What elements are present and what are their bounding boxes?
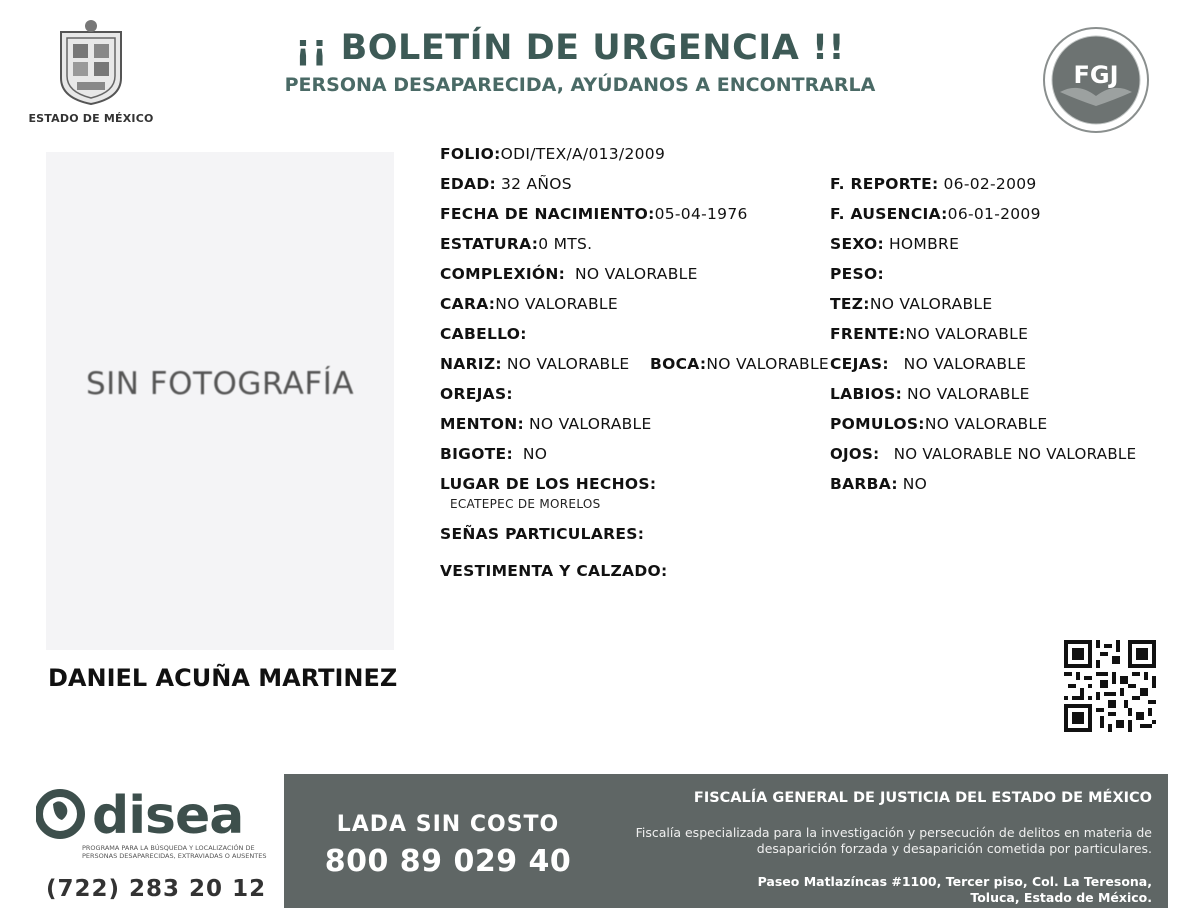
odisea-phone: (722) 283 20 12 bbox=[46, 876, 267, 902]
bigote-value: NO bbox=[522, 445, 548, 463]
no-photo-text: SIN FOTOGRAFÍA bbox=[85, 366, 355, 402]
address-line-2: Toluca, Estado de México. bbox=[970, 890, 1152, 905]
boca-label: BOCA: bbox=[650, 355, 707, 373]
fecha-nacimiento-value: 05-04-1976 bbox=[654, 205, 748, 223]
bulletin-subtitle: PERSONA DESAPARECIDA, AYÚDANOS A ENCONTRARLA bbox=[284, 74, 876, 96]
orejas-label: OREJAS: bbox=[440, 385, 513, 403]
f-reporte-label: F. REPORTE: bbox=[830, 175, 939, 193]
person-name: DANIEL ACUÑA MARTINEZ bbox=[48, 664, 398, 692]
odisea-map-pin-icon bbox=[36, 788, 92, 848]
peso-label: PESO: bbox=[830, 265, 884, 283]
field-edad bbox=[440, 175, 572, 193]
odisea-subtitle: PROGRAMA PARA LA BÚSQUEDA Y LOCALIZACIÓN DE PERSONAS DESAPARECIDAS, EXTRAVIADAS O AUSENTES bbox=[82, 844, 267, 860]
folio-value: ODI/TEX/A/013/2009 bbox=[500, 145, 666, 163]
field-folio bbox=[440, 145, 665, 163]
f-ausencia-label: F. AUSENCIA: bbox=[830, 205, 948, 223]
field-f-reporte bbox=[830, 175, 1037, 193]
field-tez bbox=[830, 295, 992, 313]
nariz-value: NO VALORABLE bbox=[506, 355, 630, 373]
sexo-label: SEXO: bbox=[830, 235, 885, 253]
fgj-seal-icon bbox=[1042, 26, 1150, 134]
field-boca bbox=[650, 355, 829, 373]
field-nariz bbox=[440, 355, 630, 373]
labios-label: LABIOS: bbox=[830, 385, 903, 403]
bigote-label: BIGOTE: bbox=[440, 445, 513, 463]
barba-label: BARBA: bbox=[830, 475, 898, 493]
lugar-label: LUGAR DE LOS HECHOS: bbox=[440, 475, 657, 493]
field-orejas bbox=[440, 385, 513, 403]
estatura-value: 0 MTS. bbox=[538, 235, 593, 253]
labios-value: NO VALORABLE bbox=[907, 385, 1030, 403]
field-lugar bbox=[440, 475, 656, 493]
field-senas bbox=[440, 525, 644, 543]
f-reporte-value: 06-02-2009 bbox=[943, 175, 1037, 193]
field-fecha-nacimiento bbox=[440, 205, 748, 223]
field-barba bbox=[830, 475, 927, 493]
fgj-logo bbox=[1042, 26, 1150, 134]
coat-of-arms-icon bbox=[53, 18, 129, 106]
fgj-text: FGJ bbox=[1073, 61, 1119, 89]
cara-value: NO VALORABLE bbox=[495, 295, 618, 313]
senas-label: SEÑAS PARTICULARES: bbox=[440, 525, 645, 543]
photo-placeholder bbox=[46, 152, 394, 650]
frente-value: NO VALORABLE bbox=[905, 325, 1029, 343]
fiscalia-title: FISCALÍA GENERAL DE JUSTICIA DEL ESTADO DE MÉXICO bbox=[693, 790, 1152, 806]
odisea-wordmark: disea bbox=[92, 786, 244, 846]
fiscalia-address bbox=[758, 874, 1152, 906]
field-cejas bbox=[830, 355, 1026, 373]
qr-code[interactable] bbox=[1064, 640, 1156, 732]
field-peso bbox=[830, 265, 884, 283]
f-ausencia-value: 06-01-2009 bbox=[947, 205, 1041, 223]
field-labios bbox=[830, 385, 1030, 403]
qr-code-icon bbox=[1064, 640, 1156, 732]
complexion-value: NO VALORABLE bbox=[575, 265, 698, 283]
estado-de-mexico-logo bbox=[28, 18, 154, 130]
tez-label: TEZ: bbox=[830, 295, 870, 313]
state-label: ESTADO DE MÉXICO bbox=[28, 112, 154, 125]
sexo-value: HOMBRE bbox=[888, 235, 960, 253]
field-frente bbox=[830, 325, 1028, 343]
bulletin-title: ¡¡ BOLETÍN DE URGENCIA !! bbox=[295, 28, 845, 68]
edad-label: EDAD: bbox=[440, 175, 497, 193]
footer-band bbox=[284, 774, 1168, 908]
estatura-label: ESTATURA: bbox=[440, 235, 539, 253]
field-f-ausencia bbox=[830, 205, 1041, 223]
frente-label: FRENTE: bbox=[830, 325, 906, 343]
cejas-value: NO VALORABLE bbox=[903, 355, 1027, 373]
lada-number[interactable]: 800 89 029 40 bbox=[324, 844, 572, 879]
complexion-label: COMPLEXIÓN: bbox=[440, 265, 566, 283]
field-pomulos bbox=[830, 415, 1047, 433]
cara-label: CARA: bbox=[440, 295, 496, 313]
boca-value: NO VALORABLE bbox=[706, 355, 829, 373]
ojos-label: OJOS: bbox=[830, 445, 880, 463]
cejas-label: CEJAS: bbox=[830, 355, 889, 373]
field-menton bbox=[440, 415, 652, 433]
odisea-logo bbox=[36, 786, 276, 876]
field-cabello bbox=[440, 325, 527, 343]
folio-label: FOLIO: bbox=[440, 145, 501, 163]
edad-value: 32 AÑOS bbox=[500, 175, 572, 193]
field-bigote bbox=[440, 445, 547, 463]
lada-label: LADA SIN COSTO bbox=[336, 812, 560, 837]
address-line-1: Paseo Matlazíncas #1100, Tercer piso, Col. La Teresona, bbox=[757, 874, 1152, 889]
pomulos-label: POMULOS: bbox=[830, 415, 925, 433]
field-sexo bbox=[830, 235, 959, 253]
fiscalia-description: Fiscalía especializada para la investigación y persecución de delitos en materia de desaparición forzada y desaparición cometida por particulares. bbox=[635, 825, 1152, 856]
barba-value: NO bbox=[902, 475, 928, 493]
ojos-value: NO VALORABLE NO VALORABLE bbox=[893, 445, 1137, 463]
vestimenta-label: VESTIMENTA Y CALZADO: bbox=[440, 562, 668, 580]
menton-value: NO VALORABLE bbox=[528, 415, 652, 433]
field-ojos bbox=[830, 445, 1136, 463]
lugar-value: ECATEPEC DE MORELOS bbox=[450, 497, 601, 511]
tez-value: NO VALORABLE bbox=[869, 295, 993, 313]
pomulos-value: NO VALORABLE bbox=[924, 415, 1048, 433]
nariz-label: NARIZ: bbox=[440, 355, 502, 373]
cabello-label: CABELLO: bbox=[440, 325, 527, 343]
menton-label: MENTON: bbox=[440, 415, 525, 433]
field-estatura bbox=[440, 235, 592, 253]
field-cara bbox=[440, 295, 618, 313]
field-complexion bbox=[440, 265, 698, 283]
fecha-nacimiento-label: FECHA DE NACIMIENTO: bbox=[440, 205, 655, 223]
field-vestimenta bbox=[440, 562, 667, 580]
